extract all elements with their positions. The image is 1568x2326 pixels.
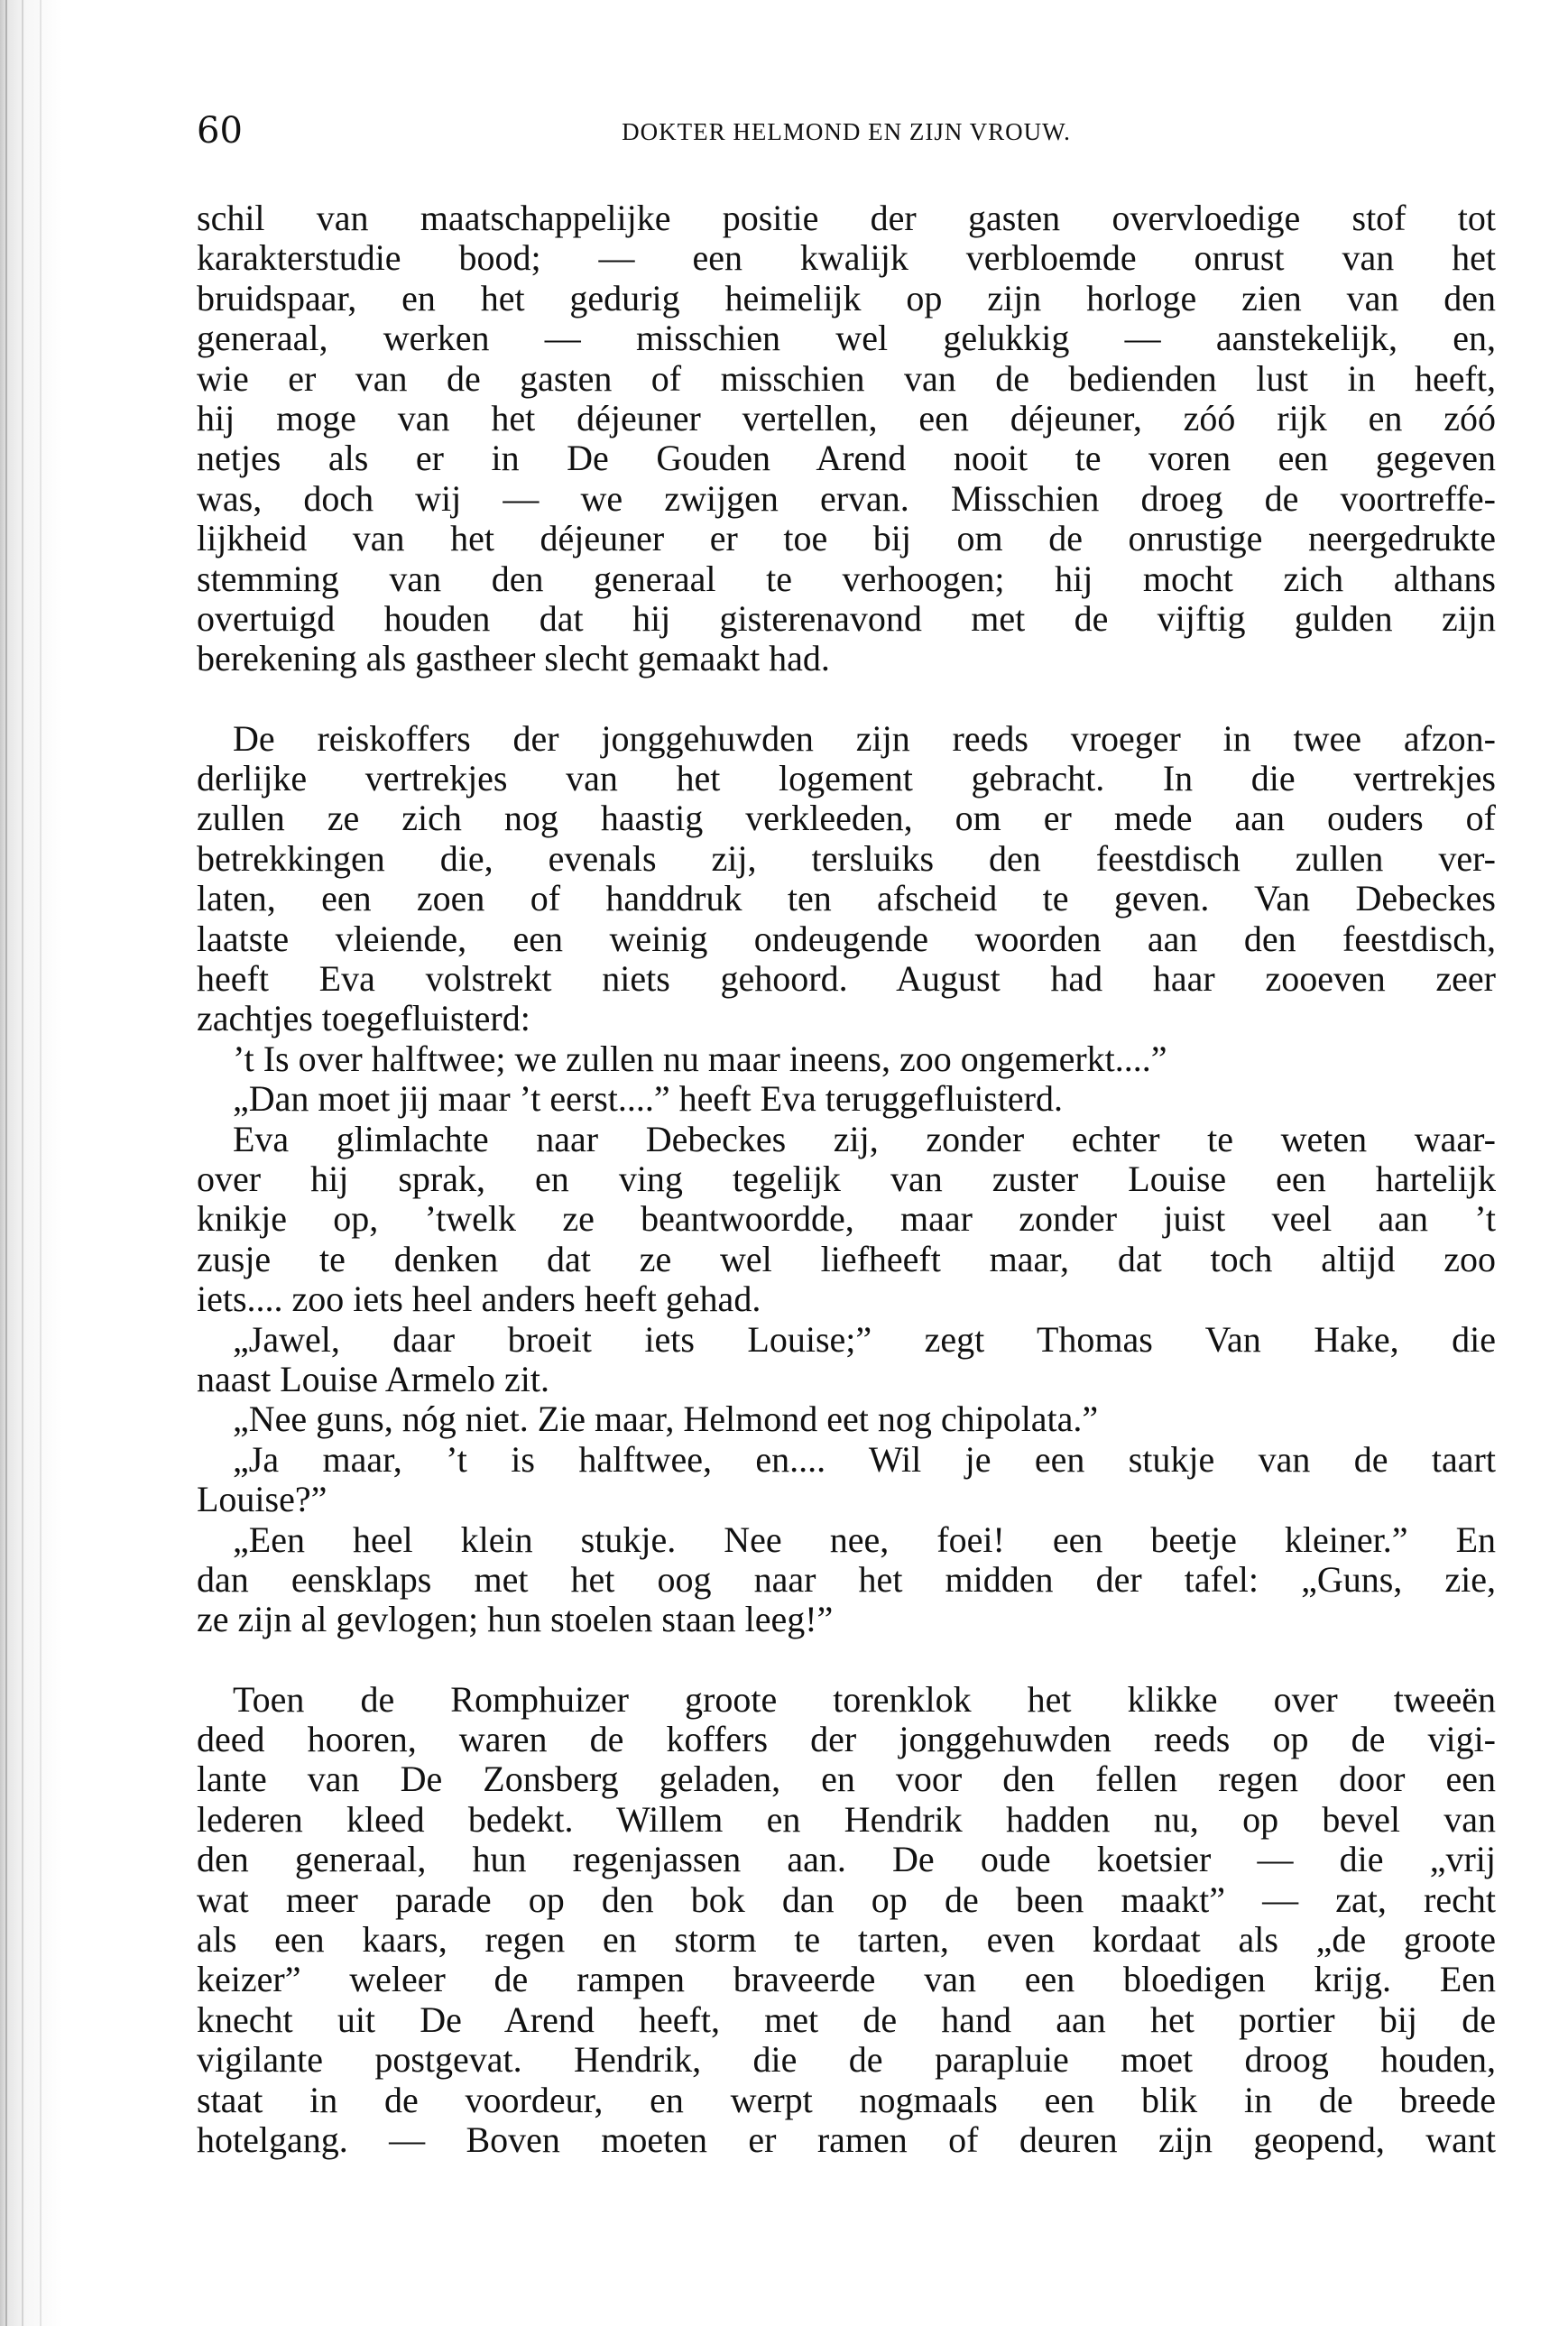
text-line: „Nee guns, nóg niet. Zie maar, Helmond eet nog chipolata.” [233,1398,1099,1440]
text-line: ze zijn al gevlogen; hun stoelen staan leeg!” [197,1599,834,1640]
text-line: laatste vleiende, een weinig ondeugende woorden aan den feestdisch, [197,918,1496,959]
text-line: „Een heel klein stukje. Nee nee, foei! een beetje kleiner.” En [233,1518,1496,1560]
text-line: „Jawel, daar broeit iets Louise;” zegt Thomas Van Hake, die [233,1318,1496,1360]
paragraph-break [197,1640,1496,1680]
running-title: DOKTER HELMOND EN ZIJN VROUW. [622,118,1071,145]
text-line: betrekkingen die, evenals zij, tersluiks den feestdisch zullen ver- [197,837,1496,879]
text-line: knecht uit De Arend heeft, met de hand aan het portier bij de [197,1998,1496,2040]
text-line: karakterstudie bood; — een kwalijk verbloemde onrust van het [197,237,1496,279]
paragraph [197,719,1496,1640]
text-line: ’t Is over halftwee; we zullen nu maar ineens, zoo ongemerkt....” [233,1038,1167,1079]
text-line: naast Louise Armelo zit. [197,1358,550,1399]
body-text [197,198,1496,2160]
text-line: zullen ze zich nog haastig verkleeden, om er mede aan ouders of [197,798,1496,839]
page-header [197,108,1496,153]
text-line: lante van De Zonsberg geladen, en voor den fellen regen door een [197,1758,1496,1800]
text-line: schil van maatschappelijke positie der gasten overvloedige stof tot [197,198,1496,238]
text-line: De reiskoffers der jonggehuwden zijn reeds vroeger in twee afzon- [233,717,1496,759]
text-line: Eva glimlachte naar Debeckes zij, zonder echter te weten waar- [233,1118,1496,1159]
text-line: staat in de voordeur, en werpt nogmaals een blik in de breede [197,2079,1496,2120]
text-line: vigilante postgevat. Hendrik, die de parapluie moet droog houden, [197,2039,1496,2081]
text-line: derlijke vertrekjes van het logement gebracht. In die vertrekjes [197,758,1496,799]
text-line: zachtjes toegefluisterd: [197,998,530,1039]
text-line: wat meer parade op den bok dan op de been maakt” — zat, recht [197,1878,1496,1920]
text-line: iets.... zoo iets heel anders heeft gehad. [197,1278,761,1320]
text-line: bruidspaar, en het gedurig heimelijk op zijn horloge zien van den [197,277,1496,318]
text-line: lijkheid van het déjeuner er toe bij om de onrustige neergedrukte [197,518,1496,559]
text-line: heeft Eva volstrekt niets gehoord. August had haar zooeven zeer [197,958,1496,1000]
text-line: deed hooren, waren de koffers der jonggehuwden reeds op de vigi- [197,1719,1496,1760]
book-page [197,0,1496,2326]
binding-mark [22,0,23,2326]
binding-mark [5,0,7,2326]
text-line: hij moge van het déjeuner vertellen, een déjeuner, zóó rijk en zóó [197,397,1496,438]
text-line: berekening als gastheer slecht gemaakt had. [197,638,830,679]
text-line: keizer” weleer de rampen braveerde van een bloedigen krijg. Een [197,1959,1496,2000]
text-line: over hij sprak, en ving tegelijk van zuster Louise een hartelijk [197,1158,1496,1199]
text-line: wie er van de gasten of misschien van de bedienden lust in heeft, [197,357,1496,399]
binding-shadow [0,0,63,2326]
text-line: overtuigd houden dat hij gisterenavond met de vijftig gulden zijn [197,597,1496,639]
paragraph-break [197,679,1496,719]
text-line: laten, een zoen of handdruk ten afscheid te geven. Van Debeckes [197,878,1496,919]
text-line: hotelgang. — Boven moeten er ramen of deuren zijn geopend, want [197,2118,1496,2160]
text-line: zusje te denken dat ze wel liefheeft maar, dat toch altijd zoo [197,1238,1496,1279]
text-line: was, doch wij — we zwijgen ervan. Misschien droeg de voortreffe- [197,477,1496,519]
text-line: den generaal, hun regenjassen aan. De oude koetsier — die „vrij [197,1839,1496,1880]
text-line: stemming van den generaal te verhoogen; hij mocht zich althans [197,558,1496,599]
text-line: generaal, werken — misschien wel gelukkig — aanstekelijk, en, [197,318,1496,359]
text-line: dan eensklaps met het oog naar het midden der tafel: „Guns, zie, [197,1558,1496,1600]
text-line: knikje op, ’twelk ze beantwoordde, maar zonder juist veel aan ’t [197,1198,1496,1240]
text-line: „Dan moet jij maar ’t eerst....” heeft Eva teruggefluisterd. [233,1078,1063,1120]
text-line: „Ja maar, ’t is halftwee, en.... Wil je een stukje van de taart [233,1438,1496,1480]
text-line: Louise?” [197,1479,327,1520]
text-line: Toen de Romphuizer groote torenklok het klikke over tweeën [233,1678,1496,1720]
text-line: lederen kleed bedekt. Willem en Hendrik hadden nu, op bevel van [197,1798,1496,1840]
text-line: netjes als er in De Gouden Arend nooit te voren een gegeven [197,438,1496,479]
page-number: 60 [197,110,243,152]
binding-mark [40,0,42,2326]
paragraph [197,198,1496,679]
paragraph [197,1680,1496,2161]
text-line: als een kaars, regen en storm te tarten, even kordaat als „de groote [197,1919,1496,1961]
